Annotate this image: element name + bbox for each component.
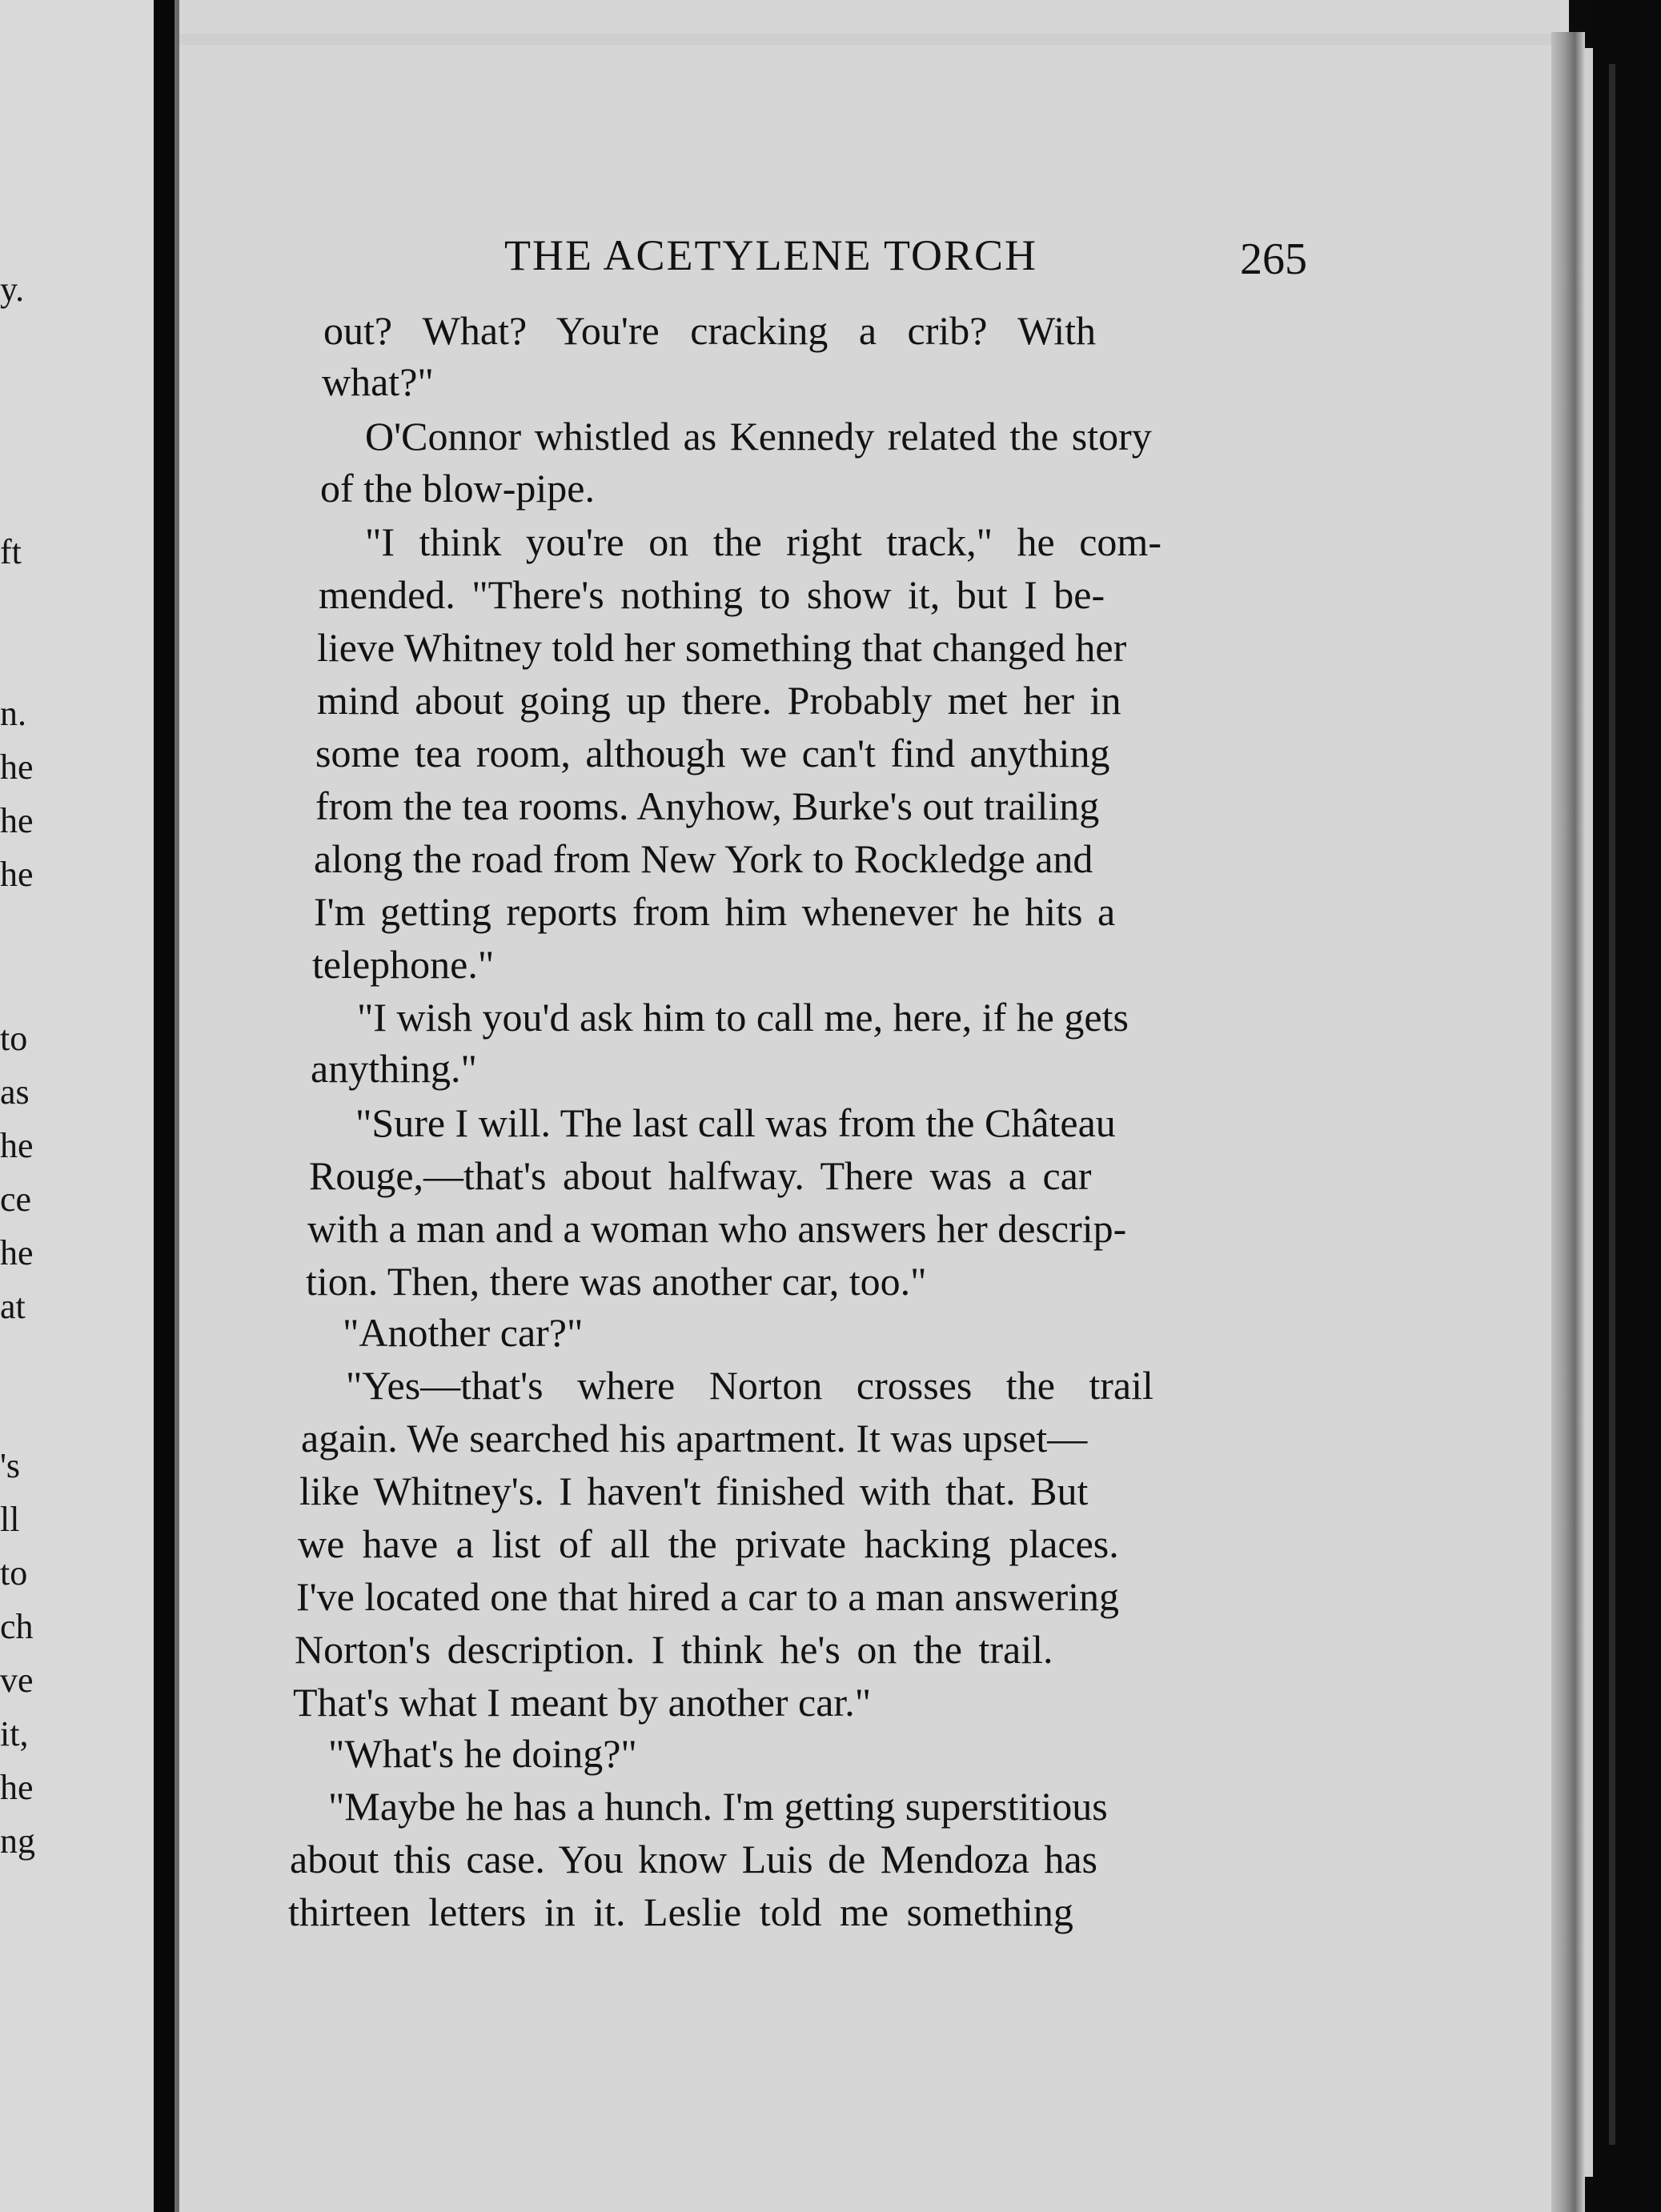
text-line: with a man and a woman who answers her descrip- (307, 1206, 1127, 1251)
text-line: I'm getting reports from him whenever he hits a (314, 889, 1116, 934)
text-line: "Sure I will. The last call was from the Château (355, 1100, 1116, 1145)
text-line: "I wish you'd ask him to call me, here, if he gets (357, 995, 1129, 1040)
left-page-fragment: it, (0, 1714, 29, 1753)
text-line: tion. Then, there was another car, too." (306, 1259, 927, 1304)
text-line: lieve Whitney told her something that changed her (317, 625, 1127, 670)
text-line: Norton's description. I think he's on the trail. (295, 1627, 1053, 1672)
left-page-fragment: ve (0, 1661, 34, 1700)
left-page-fragment: y. (0, 270, 25, 309)
page-header (179, 230, 1569, 287)
text-line: "Maybe he has a hunch. I'm getting superstitious (328, 1784, 1108, 1829)
book-right-edge (1551, 32, 1585, 2212)
scan-right-border (1593, 0, 1661, 2212)
text-line: "What's he doing?" (328, 1731, 637, 1776)
left-page-fragment: he (0, 1233, 34, 1272)
left-page-fragment: he (0, 1768, 34, 1807)
page-top-edge (179, 34, 1569, 45)
text-line: we have a list of all the private hacking places. (298, 1521, 1119, 1566)
left-page-fragment: ch (0, 1607, 34, 1646)
book-right-edge-highlight (1585, 48, 1593, 2177)
text-line: about this case. You know Luis de Mendoza has (290, 1837, 1097, 1881)
text-line: from the tea rooms. Anyhow, Burke's out trailing (315, 783, 1100, 828)
book-cover-edge (1609, 64, 1615, 2145)
text-line: again. We searched his apartment. It was upset— (301, 1416, 1088, 1461)
left-page-fragment: ft (0, 532, 22, 571)
left-page-fragment: ng (0, 1821, 35, 1861)
text-line: Rouge,—that's about halfway. There was a car (309, 1153, 1092, 1198)
left-page-fragment: he (0, 801, 34, 840)
text-line: mind about going up there. Probably met her in (317, 678, 1121, 723)
text-line: along the road from New York to Rockledge and (314, 836, 1093, 881)
text-line: like Whitney's. I haven't finished with that. But (299, 1469, 1089, 1513)
text-line: That's what I meant by another car." (293, 1680, 872, 1725)
left-page-fragment: he (0, 747, 34, 787)
left-page-fragment: to (0, 1553, 28, 1593)
left-page-fragment: he (0, 855, 34, 894)
left-page-fragment: ll (0, 1500, 20, 1539)
left-page-fragment: 's (0, 1446, 21, 1485)
text-line: of the blow-pipe. (320, 466, 595, 511)
text-line: O'Connor whistled as Kennedy related the story (365, 414, 1152, 459)
text-line: out? What? You're cracking a crib? With (323, 308, 1097, 353)
left-page-fragment: as (0, 1072, 30, 1112)
text-line: anything." (311, 1046, 477, 1091)
text-line: some tea room, although we can't find anything (315, 731, 1110, 775)
text-line: mended. "There's nothing to show it, but I be- (319, 572, 1105, 617)
text-line: "Another car?" (343, 1310, 584, 1355)
text-line: I've located one that hired a car to a man answering (296, 1574, 1120, 1619)
left-facing-page (0, 0, 154, 2212)
left-page-fragment: to (0, 1019, 28, 1058)
book-gutter (154, 0, 175, 2212)
text-line: "I think you're on the right track," he com- (365, 519, 1161, 564)
left-page-fragment: at (0, 1287, 26, 1326)
left-page-fragment: n. (0, 694, 26, 733)
running-title: THE ACETYLENE TORCH (504, 231, 1037, 279)
left-page-fragment: he (0, 1126, 34, 1165)
text-line: telephone." (312, 942, 495, 987)
text-line: what?" (322, 359, 434, 404)
page-number: 265 (1240, 234, 1307, 284)
left-page-fragment: ce (0, 1180, 32, 1219)
text-line: thirteen letters in it. Leslie told me something (288, 1889, 1073, 1934)
text-line: "Yes—that's where Norton crosses the trail (346, 1363, 1153, 1408)
main-page (179, 0, 1569, 2212)
